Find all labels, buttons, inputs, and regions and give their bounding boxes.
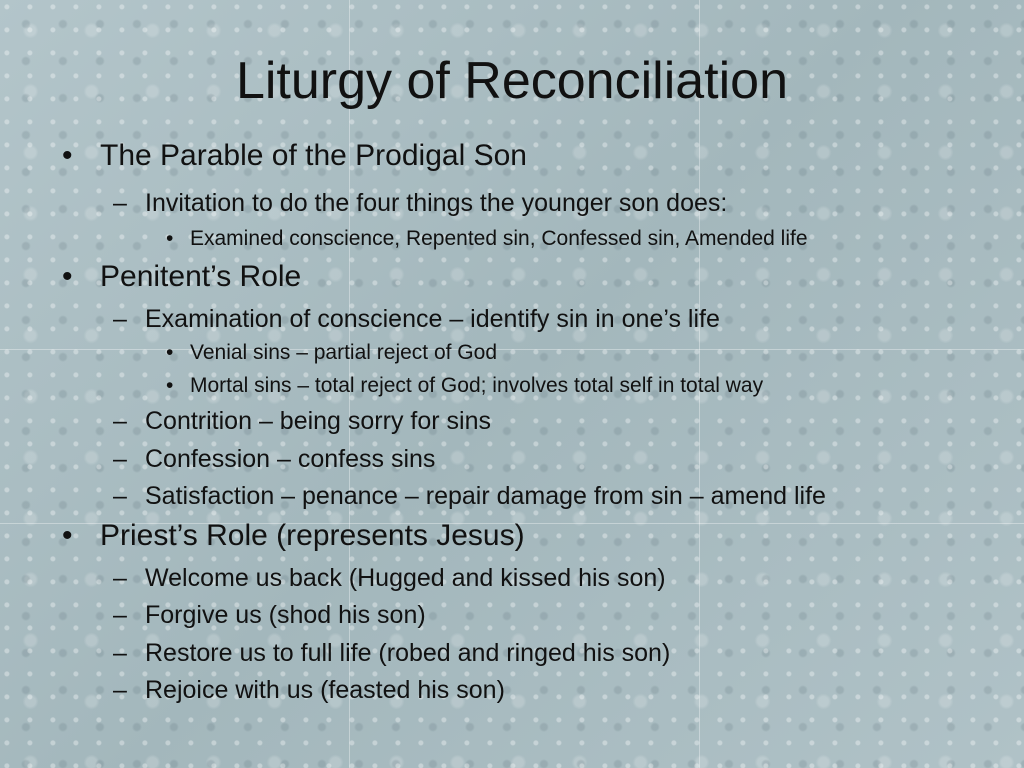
bullet-item [166,340,498,366]
bullet-item [113,444,436,474]
bullet-item [113,304,720,334]
bullet-text: Contrition – being sorry for sins [145,407,491,435]
dash-marker: – [113,482,127,510]
bullet-marker: • [166,374,174,397]
dash-marker: – [113,445,127,473]
bullet-text: Priest’s Role (represents Jesus) [100,519,525,552]
slide-title: Liturgy of Reconciliation [235,52,789,110]
bullet-item [62,518,525,554]
bullet-item [113,675,505,705]
bullet-text: Satisfaction – penance – repair damage from sin – amend life [145,482,826,510]
bullet-marker: • [166,227,174,250]
bullet-marker: • [62,260,73,293]
bullet-text: Restore us to full life (robed and ringed his son) [145,639,671,667]
bullet-item [62,259,302,295]
bullet-marker: • [62,519,73,552]
bullet-text: Rejoice with us (feasted his son) [145,676,505,704]
bullet-item [62,138,527,174]
dash-marker: – [113,676,127,704]
bullet-marker: • [62,139,73,172]
bullet-item [113,638,671,668]
bullet-text: Mortal sins – total reject of God; involves total self in total way [190,374,764,397]
bullet-text: Venial sins – partial reject of God [190,341,498,364]
bullet-item [166,373,764,399]
bullet-item [113,188,728,218]
bullet-text: Penitent’s Role [100,260,302,293]
bullet-text: The Parable of the Prodigal Son [100,139,527,172]
dash-marker: – [113,305,127,333]
bullet-item [166,226,808,252]
bullet-text: Invitation to do the four things the younger son does: [145,189,728,217]
dash-marker: – [113,601,127,629]
bullet-marker: • [166,341,174,364]
bullet-text: Examination of conscience – identify sin in one’s life [145,305,720,333]
dash-marker: – [113,189,127,217]
bullet-item [113,481,826,511]
bullet-text: Welcome us back (Hugged and kissed his son) [145,564,666,592]
bullet-item [113,600,426,630]
dash-marker: – [113,639,127,667]
dash-marker: – [113,564,127,592]
bullet-text: Confession – confess sins [145,445,436,473]
bullet-item [113,563,666,593]
dash-marker: – [113,407,127,435]
bullet-text: Forgive us (shod his son) [145,601,426,629]
bullet-text: Examined conscience, Repented sin, Confessed sin, Amended life [190,227,808,250]
bullet-item [113,406,491,436]
